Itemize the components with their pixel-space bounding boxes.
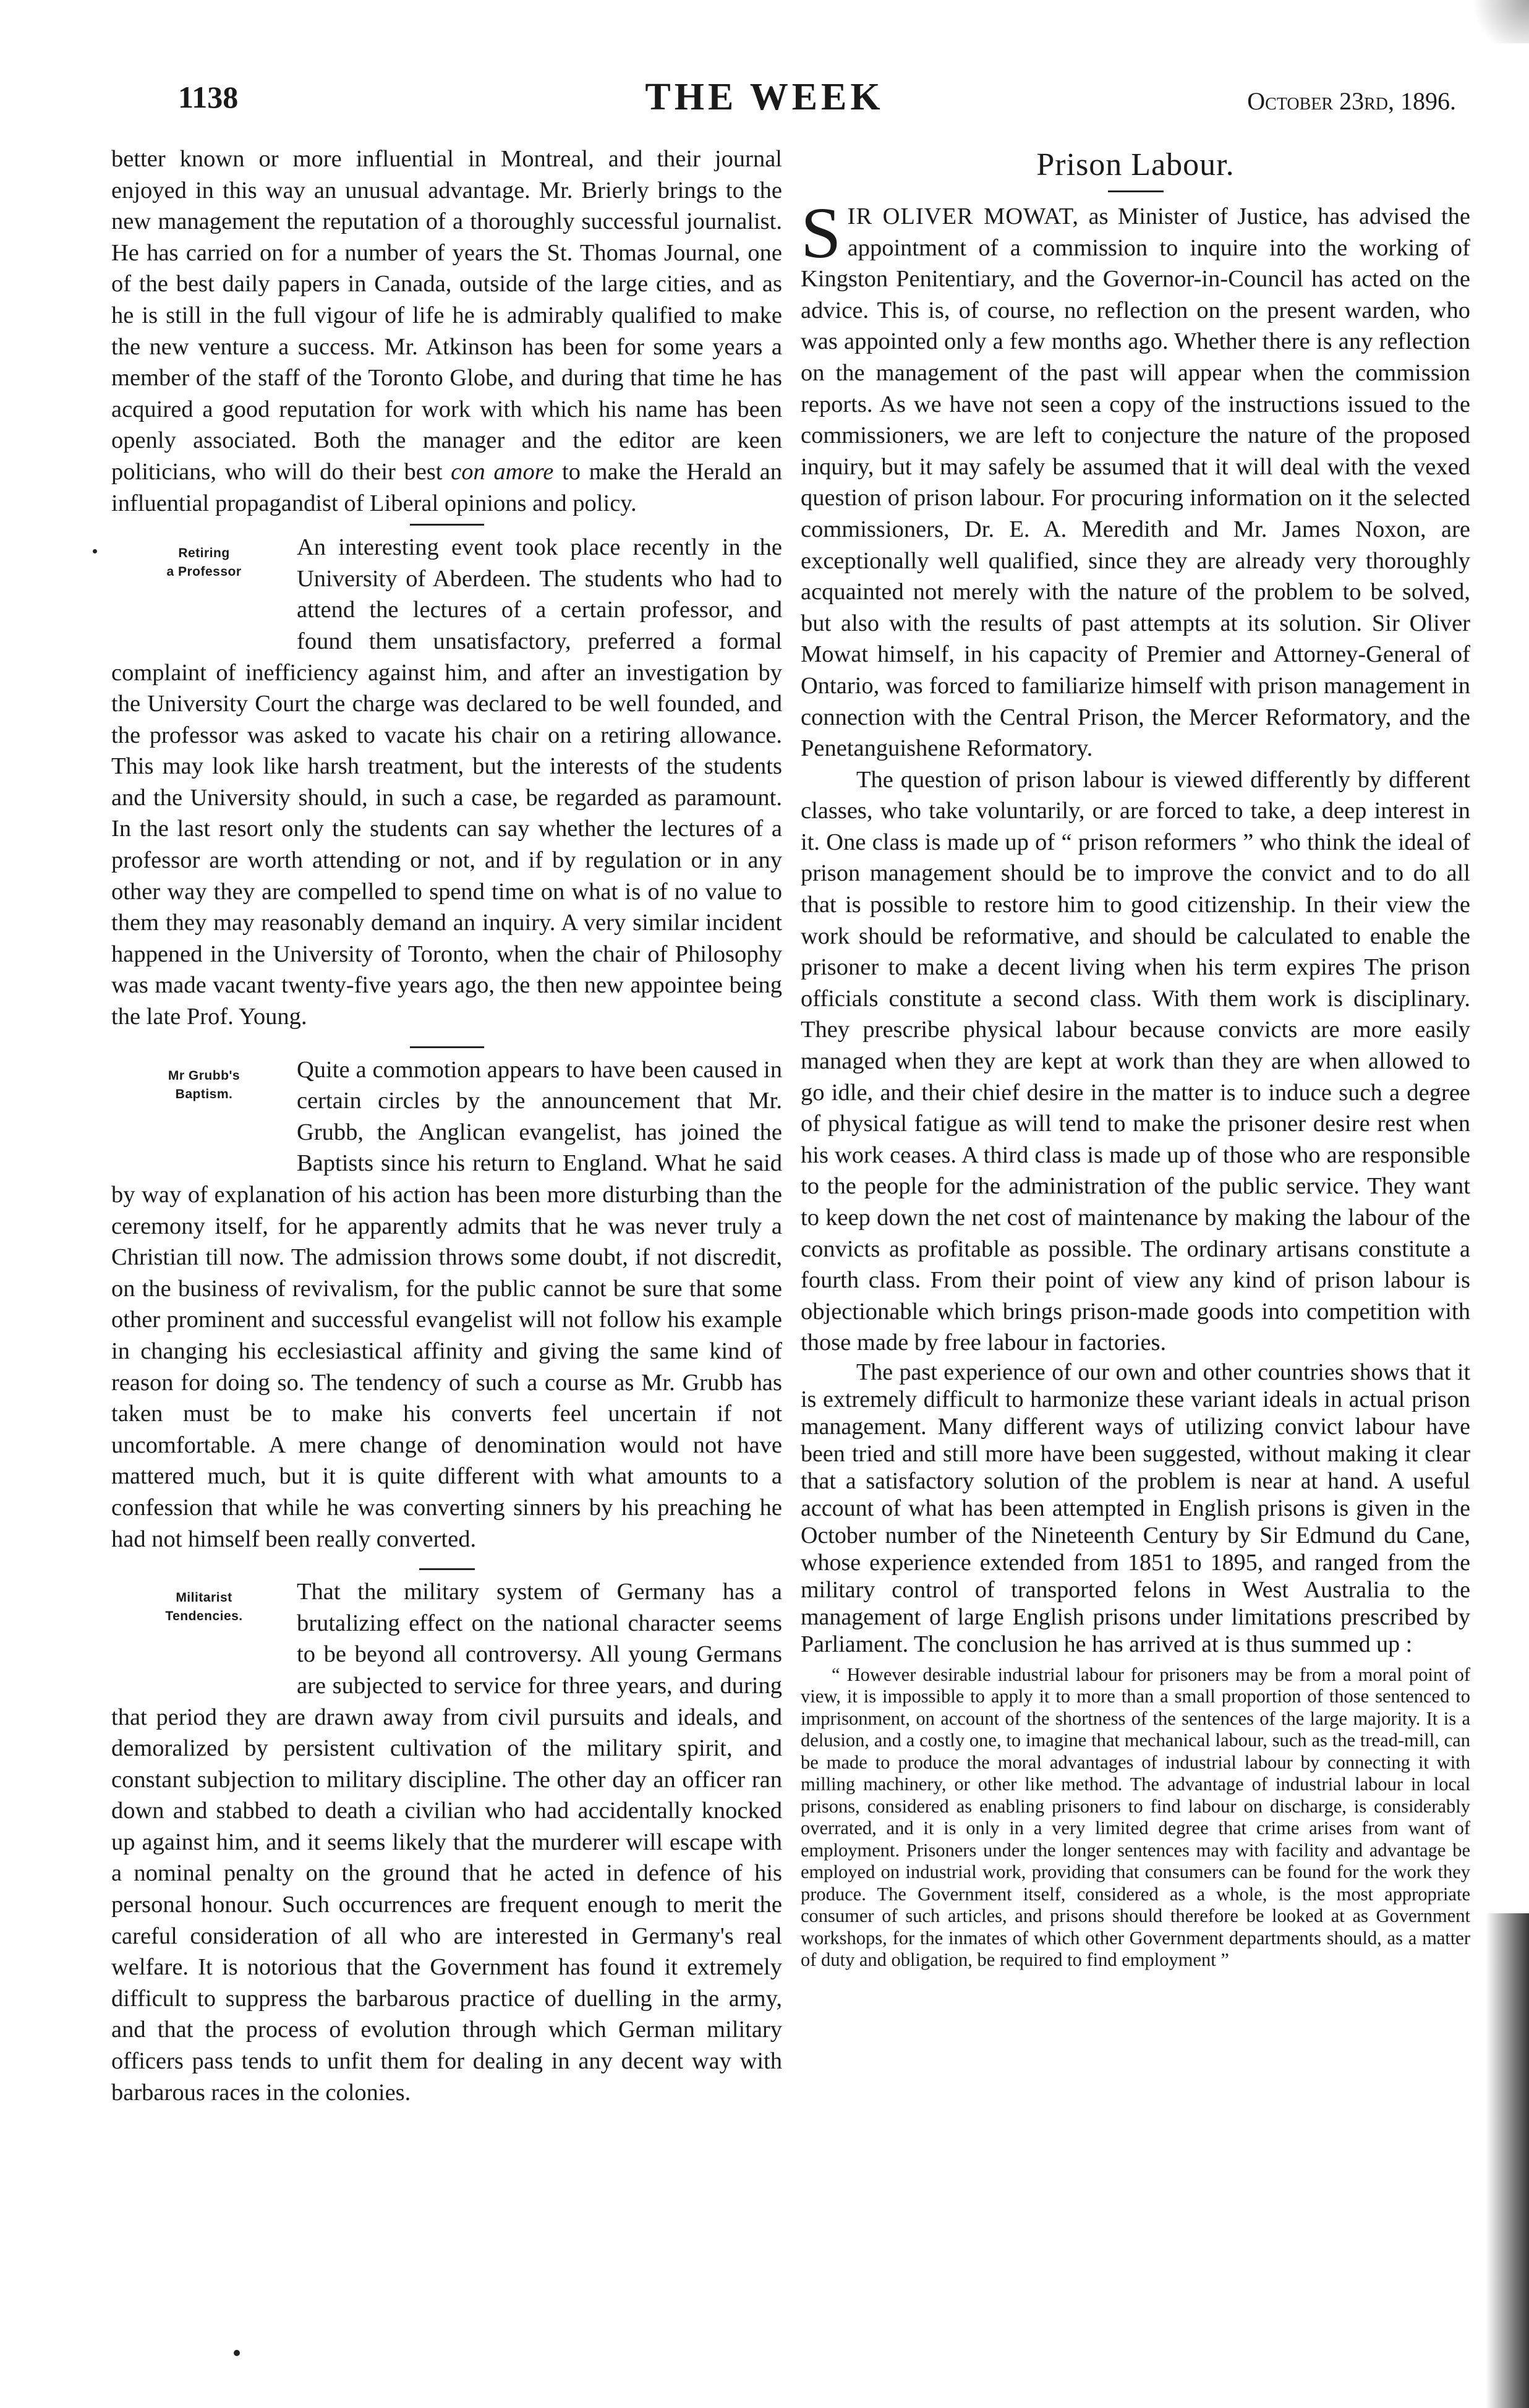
section-divider (410, 1046, 484, 1048)
masthead: THE WEEK (645, 76, 884, 118)
section-paragraph: Quite a commotion appears to have been caused in certain circles by the announcement that Mr. Grubb, the Anglican evangelist, has joined the Baptists since his return to England. What he said by way of explanation of his action has been more disturbing than the ceremony itself, for he apparently admits that he was never truly a Christian till now. The admission throws some doubt, if not discredit, on the business of revivalism, for the public cannot be sure that some other prominent and successful evangelist will not follow his example in changing his ecclesiastical affinity and giving the same kind of reason for doing so. The tendency of such a course as Mr. Grubb has taken must be to make his converts feel uncertain if not uncomfortable. A mere change of denomination would not have mattered much, but it is quite different with what amounts to a confession that while he was converting sinners by his preaching he had not himself been really converted. (111, 1056, 782, 1552)
article-paragraph: The question of prison labour is viewed differently by different classes, who take voluntarily, or are forced to take, a deep interest in it. One class is made up of “ prison reformers ” who think the ideal of prison management should be to improve the convict and to do all that is possible to restore him to good citizenship. In their view the work should be reformative, and should be calculated to enable the prisoner to make a decent living when his term expires The prison officials constitute a second class. With them work is disciplinary. They prescribe physical labour because convicts are more easily managed when they are kept at work than they are when allowed to go idle, and their chief desire in the matter is to induce such a degree of physical fatigue as will tend to make the prisoner desire rest when his work ceases. A third class is made up of those who are responsible to the people for the administration of the public service. They want to keep down the net cost of maintenance by making the labour of the convicts as profitable as possible. The ordinary artisans constitute a fourth class. From their point of view any kind of prison labour is objectionable which brings prison-made goods into competition with those made by free labour in factories. (801, 766, 1470, 1356)
section-paragraph: An interesting event took place recently in the University of Aberdeen. The students who had to attend the lectures of a certain professor, and found them unsatisfactory, preferred a formal complaint of inefficiency against him, and after an investigation by the University Court the charge was declared to be well founded, and the professor was asked to vacate his chair on a retiring allowance. This may look like harsh treatment, but the interests of the students and the University should, in such a case, be regarded as paramount. In the last resort only the students can say whether the lectures of a professor are worth attending or not, and if by regulation or in any other way they are compelled to spend time on what is of no value to them they may reasonably demand an inquiry. A very similar incident happened in the University of Toronto, when the chair of Philosophy was made vacant twenty-five years ago, the then new appointee being the late Prof. Young. (111, 534, 782, 1030)
side-note-line: Tendencies. (165, 1609, 243, 1624)
section-grubb-baptism (111, 1054, 782, 1555)
intro-paragraph (111, 143, 782, 519)
side-note (111, 1054, 297, 1148)
side-note-line: Retiring (178, 546, 230, 561)
print-speck (234, 2350, 240, 2356)
section-militarist-tendencies (111, 1576, 782, 2108)
article-paragraph: The past experience of our own and other countries shows that it is extremely difficult to harmonize these variant ideals in actual prison management. Many different ways of utilizing convict labour have been tried and still more have been suggested, without making it clear that a satisfactory solution of the problem is near at hand. A useful account of what has been attempted in English prisons is given in the October number of the Nineteenth Century by Sir Edmund du Cane, whose experience extended from 1851 to 1895, and ranged from the military control of transported felons in West Australia to the management of large English prisons under limitations prescribed by Parliament. The conclusion he has arrived at is thus summed up : (801, 1359, 1470, 1657)
scan-shadow (1486, 1913, 1529, 2408)
intro-text: better known or more influential in Montreal, and their journal enjoyed in this way an unusual advantage. Mr. Brierly brings to the new management the reputation of a thoroughly successful journalist. He has carried on for a number of years the St. Thomas Journal, one of the best daily papers in Canada, outside of the large cities, and as he is still in the full vigour of life he is admirably qualified to make the new venture a success. Mr. Atkinson has been for some years a member of the staff of the Toronto Globe, and during that time he has acquired a good reputation for work with which his name has been openly associated. Both the manager and the editor are keen politicians, who will do their best (111, 146, 782, 485)
article-title: Prison Labour. (1036, 147, 1235, 182)
section-divider (419, 1568, 475, 1570)
side-note-line: a Professor (166, 565, 242, 579)
side-note (111, 1576, 297, 1670)
lead-in: IR OLIVER MOWAT, (847, 203, 1080, 229)
section-divider (410, 524, 484, 526)
section-retiring-professor (111, 532, 782, 1033)
paragraph-text: as Minister of Justice, has advised the appointment of a commission to inquire into the working of Kingston Penitentiary, and the Governor-in-Council has acted on the advice. This is, of course, no reflection on the present warden, who was appointed only a few months ago. Whether there is any reflection on the management of the past will appear when the commission reports. As we have not seen a copy of the instructions issued to the commissioners, we are left to conjecture the nature of the proposed inquiry, but it may safely be assumed that it will deal with the vexed question of prison labour. For procuring information on it the selected commissioners, Dr. E. A. Meredith and Mr. James Noxon, are exceptionally well qualified, since they are already very thoroughly acquainted not merely with the nature of the problem to be solved, but also with the results of past attempts at its solution. Sir Oliver Mowat himself, in his capacity of Premier and Attorney-General of Ontario, was forced to familiarize himself with prison management in connection with the Central Prison, the Mercer Reformatory, and the Penetanguishene Reformatory. (801, 203, 1470, 762)
print-speck (93, 549, 97, 553)
title-rule (1108, 190, 1164, 192)
right-column (801, 143, 1470, 1971)
side-note-line: Baptism. (175, 1087, 233, 1101)
issue-date: October 23rd, 1896. (1247, 87, 1456, 115)
side-note (111, 532, 297, 626)
article-paragraph (801, 192, 1470, 764)
page-number: 1138 (178, 80, 239, 114)
intro-end-text: to make the Herald an influential propagandist of Liberal opinions and policy. (111, 458, 783, 516)
block-quote: “ However desirable industrial labour for prisoners may be from a moral point of view, it is impossible to apply it to more than a small proportion of those sentenced to imprisonment, on account of the shortness of the sentences of the large majority. It is a delusion, and a costly one, to imagine that mechanical labour, such as the tread-mill, can be made to produce the moral advantages of industrial labour by connecting it with milling machinery, or other like method. The advantage of industrial labour in local prisons, considered as enabling prisoners to find labour on discharge, is considerably overrated, and it is only in a very limited degree that crime arises from want of employment. Prisoners under the longer sentences may with facility and advantage be employed on industrial work, providing that consumers can be found for the work they produce. The Government itself, considered as a whole, is the most appropriate consumer of such articles, and prisons should therefore be looked at as Government workshops, for the inmates of which other Government departments should, as a matter of duty and obligation, be required to find employment ” (801, 1663, 1470, 1971)
side-note-line: Militarist (176, 1590, 232, 1605)
side-note-line: Mr Grubb's (168, 1068, 241, 1083)
drop-cap: S (801, 192, 841, 273)
section-paragraph: That the military system of Germany has a brutalizing effect on the national character seems to be beyond all controversy. All young Germans are subjected to service for three years, and during that period they are drawn away from civil pursuits and ideals, and demoralized by persistent cultivation of the military spirit, and constant subjection to military discipline. The other day an officer ran down and stabbed to death a civilian who had accidentally knocked up against him, and it seems likely that the murderer will escape with a nominal penalty on the ground that he acted in defence of his personal honour. Such occurrences are frequent enough to merit the careful consideration of all who are interested in Germany's real welfare. It is notorious that the Government has found it extremely difficult to suppress the barbarous practice of duelling in the army, and that the process of evolution through which German military officers pass tends to unfit them for dealing in any decent way with barbarous races in the colonies. (111, 1579, 782, 2106)
left-column (111, 143, 782, 2108)
scan-shadow (1461, 0, 1529, 43)
intro-italic: con amore (451, 458, 554, 485)
